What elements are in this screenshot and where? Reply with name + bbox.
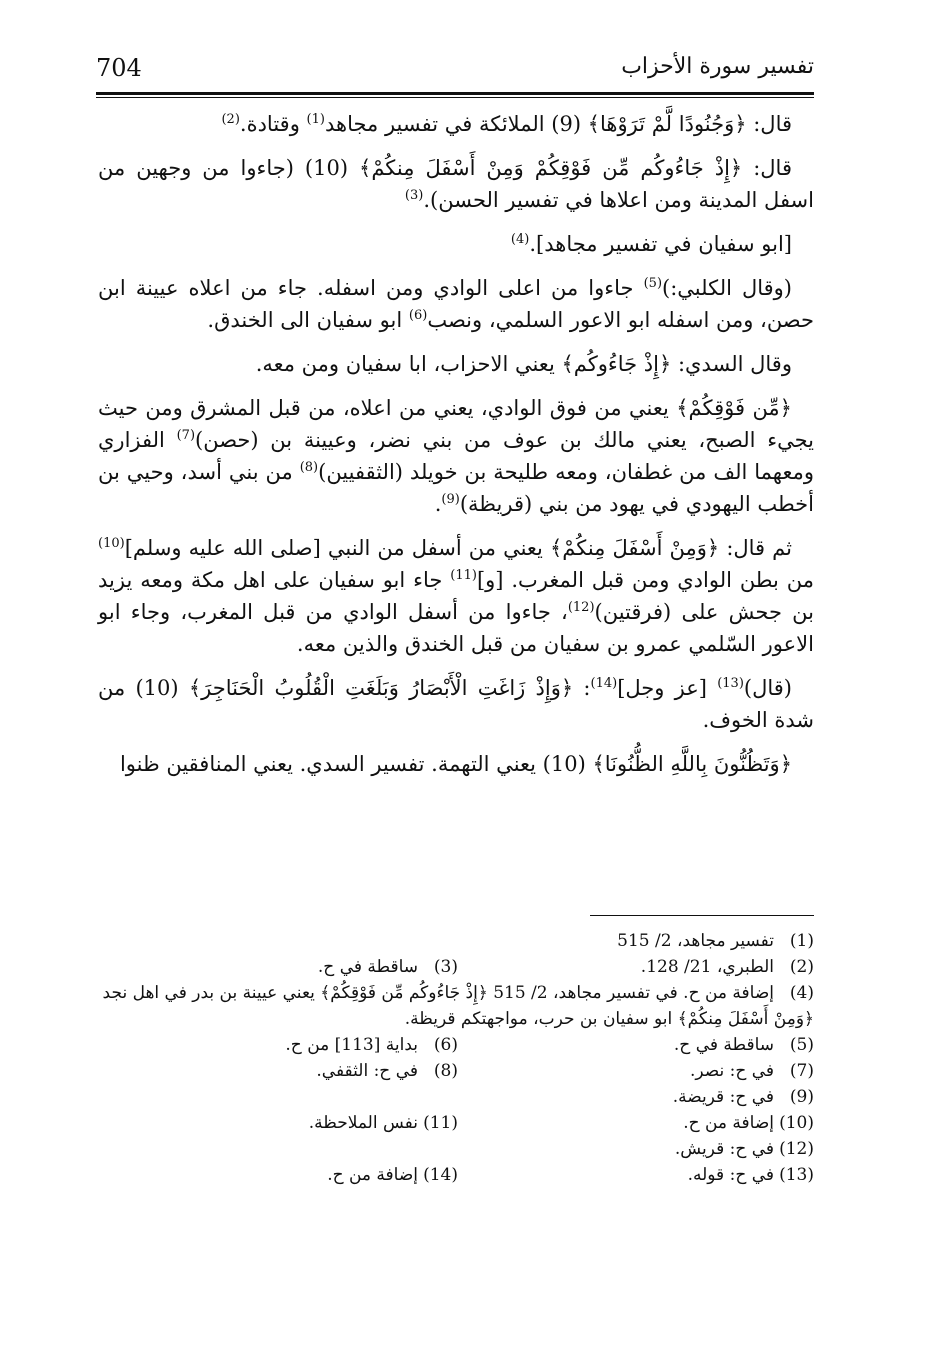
- paragraph-text: قال: ﴿وَجُنُودًا لَّمْ تَرَوْهَا﴾ (9) الملائكة في تفسير مجاهد: [324, 112, 792, 136]
- footnote-8: [118, 1058, 458, 1084]
- footnote-row: [98, 1162, 814, 1188]
- paragraph-text: ابو سفيان الى الخندق.: [207, 308, 409, 332]
- footnote-5: [458, 1032, 814, 1058]
- footnote-ref: (3): [404, 188, 424, 203]
- footnote-10: [458, 1110, 814, 1136]
- footnote-number: (4): [789, 983, 814, 1003]
- footnote-text: نفس الملاحظة.: [308, 1113, 418, 1133]
- paragraph-text: جاء ابو سفيان على اهل مكة ومعه يزيد بن جحش على (فرقتين): [98, 568, 814, 624]
- footnote-text: في ح: قريش.: [674, 1139, 774, 1159]
- footnote-row: [98, 1058, 814, 1084]
- header-rule-thin: [96, 97, 814, 98]
- footnote-text: تفسير مجاهد، 2/ 515: [617, 931, 774, 951]
- footnote-ref: (2): [221, 112, 240, 127]
- footnote-9: [458, 1084, 814, 1110]
- footnote-text: في ح: قوله.: [687, 1165, 774, 1185]
- footnote-number: (6): [433, 1035, 458, 1055]
- footnote-6: [118, 1032, 458, 1058]
- paragraph-text: الفزاري ومعهما الف من غطفان، ومعه طليحة بن خويلد (الثقفيين): [98, 428, 815, 484]
- paragraph-4: [98, 272, 814, 336]
- footnote-4: [98, 980, 814, 1032]
- footnote-ref: (6): [408, 308, 428, 323]
- paragraph-7: [98, 532, 814, 660]
- footnote-text: ساقطة في ح.: [317, 957, 418, 977]
- footnote-number: (14): [423, 1165, 458, 1185]
- paragraph-text: ﴿مِّن فَوْقِكُمْ﴾ يعني من فوق الوادي، يعني من اعلاه، من قبل المشرق ومن حيث يجيء الصبح، يعني مالك بن عوف من بني نضر، وعيينة بن (حصن): [98, 396, 814, 452]
- footnote-ref: (9): [441, 492, 460, 507]
- main-text: [98, 108, 814, 792]
- paragraph-2: [98, 152, 814, 216]
- footnote-number: (10): [779, 1113, 814, 1133]
- footnote-3: [118, 954, 458, 980]
- footnote-number: (2): [789, 957, 814, 977]
- paragraph-text: : ﴿وَإِذْ زَاغَتِ الْأَبْصَارُ وَبَلَغَتِ الْقُلُوبُ الْحَنَاجِرَ﴾ (10) من شدة الخوف.: [98, 676, 814, 732]
- paragraph-5: [98, 348, 814, 380]
- footnote-ref: (11): [450, 568, 477, 583]
- footnote-number: (8): [433, 1061, 458, 1081]
- footnote-row: [98, 1032, 814, 1058]
- paragraph-text: .: [434, 492, 442, 516]
- footnote-text: في ح: الثقفي.: [316, 1061, 418, 1081]
- footnote-1: [98, 928, 814, 954]
- paragraph-text: قال: ﴿إِذْ جَاءُوكُم مِّن فَوْقِكُمْ وَمِنْ أَسْفَلَ مِنكُمْ﴾ (10) (جاءوا من وجهين من اسفل المدينة ومن اعلاها في تفسير الحسن).: [98, 156, 814, 212]
- footnote-11: [118, 1110, 458, 1136]
- footnote-row: [98, 1136, 814, 1162]
- footnote-ref: (1): [306, 112, 325, 127]
- footnotes: [98, 928, 814, 1188]
- paragraph-text: ، جاءوا من أسفل الوادي من قبل المغرب، وجاء ابو الاعور السّلمي عمرو بن سفيان من قبل الخندق والذين معه.: [98, 600, 814, 656]
- footnote-ref: (4): [510, 232, 530, 247]
- footnote-ref: (12): [567, 600, 595, 615]
- footnote-number: (7): [789, 1061, 814, 1081]
- footnote-text: في ح: قريضة.: [672, 1087, 774, 1107]
- footnote-2: [458, 954, 814, 980]
- footnote-14: [118, 1162, 458, 1188]
- paragraph-text: جاءوا من اعلى الوادي ومن اسفله. جاء من اعلاه عيينة ابن حصن، ومن اسفله ابو الاعور السلمي، ونصب: [98, 276, 814, 332]
- footnote-13: [458, 1162, 814, 1188]
- footnote-text: إضافة من ح.: [683, 1113, 774, 1133]
- paragraph-text: من بني أسد، وحيي بن أخطب اليهودي في يهود من بني (قريظة): [98, 460, 814, 516]
- footnote-text: في ح: نصر.: [689, 1061, 774, 1081]
- footnote-text: ساقطة في ح.: [673, 1035, 774, 1055]
- footnote-number: (13): [779, 1165, 814, 1185]
- footnote-number: (1): [789, 931, 814, 951]
- paragraph-text: وقتادة.: [239, 112, 307, 136]
- footnote-separator: [590, 915, 814, 916]
- paragraph-text: ثم قال: ﴿وَمِنْ أَسْفَلَ مِنكُمْ﴾ يعني من أسفل من النبي [صلى الله عليه وسلم]: [124, 536, 792, 560]
- running-title: تفسير سورة الأحزاب: [621, 54, 814, 79]
- page-header: [96, 54, 814, 94]
- footnote-ref: (8): [299, 460, 319, 475]
- header-rule-thick: [96, 92, 814, 95]
- footnote-12: [458, 1136, 814, 1162]
- footnote-ref: (5): [643, 276, 663, 291]
- paragraph-text: [ابو سفيان في تفسير مجاهد].: [529, 232, 792, 256]
- footnote-number: (3): [433, 957, 458, 977]
- footnote-ref: (7): [176, 428, 196, 443]
- footnote-text: إضافة من ح.: [327, 1165, 418, 1185]
- paragraph-9: [98, 748, 814, 780]
- footnote-ref: (10): [98, 536, 125, 551]
- paragraph-text: وقال السدي: ﴿إِذْ جَاءُوكُم﴾ يعني الاحزاب، ابا سفيان ومن معه.: [255, 352, 792, 376]
- paragraph-text: من بطن الوادي ومن قبل المغرب. [و]: [476, 568, 814, 592]
- footnote-number: (11): [423, 1113, 458, 1133]
- footnote-ref: (14): [590, 676, 618, 691]
- footnote-text: إضافة من ح. في تفسير مجاهد، 2/ 515 ﴿إِذْ جَاءُوكُم مِّن فَوْقِكُمْ﴾ يعني عيينة بن بدر في اهل نجد ﴿وَمِنْ أَسْفَلَ مِنكُمْ﴾ ابو سفيان بن حرب، مواجهتكم قريظة.: [102, 983, 814, 1029]
- footnote-number: (12): [779, 1139, 814, 1159]
- footnote-row: [98, 954, 814, 980]
- paragraph-1: [98, 108, 814, 140]
- paragraph-text: [عز وجل]: [617, 676, 718, 700]
- footnote-row: [98, 1110, 814, 1136]
- page-number: 704: [96, 54, 142, 82]
- footnote-7: [458, 1058, 814, 1084]
- paragraph-3: [98, 228, 814, 260]
- footnote-text: الطبري، 21/ 128.: [640, 957, 774, 977]
- footnote-text: بداية [113] من ح.: [285, 1035, 418, 1055]
- footnote-number: (5): [789, 1035, 814, 1055]
- paragraph-text: (قال): [743, 676, 792, 700]
- paragraph-text: ﴿وَتَظُنُّونَ بِاللَّهِ الظُّنُونَا﴾ (10) يعني التهمة. تفسير السدي. يعني المنافقين ظنوا: [119, 752, 792, 776]
- footnote-row: [98, 928, 814, 954]
- paragraph-6: [98, 392, 814, 520]
- footnote-ref: (13): [717, 676, 744, 691]
- footnote-row: [98, 980, 814, 1032]
- paragraph-8: [98, 672, 814, 736]
- footnote-number: (9): [789, 1087, 814, 1107]
- paragraph-text: (وقال الكلبي:): [662, 276, 792, 300]
- footnote-row: [98, 1084, 814, 1110]
